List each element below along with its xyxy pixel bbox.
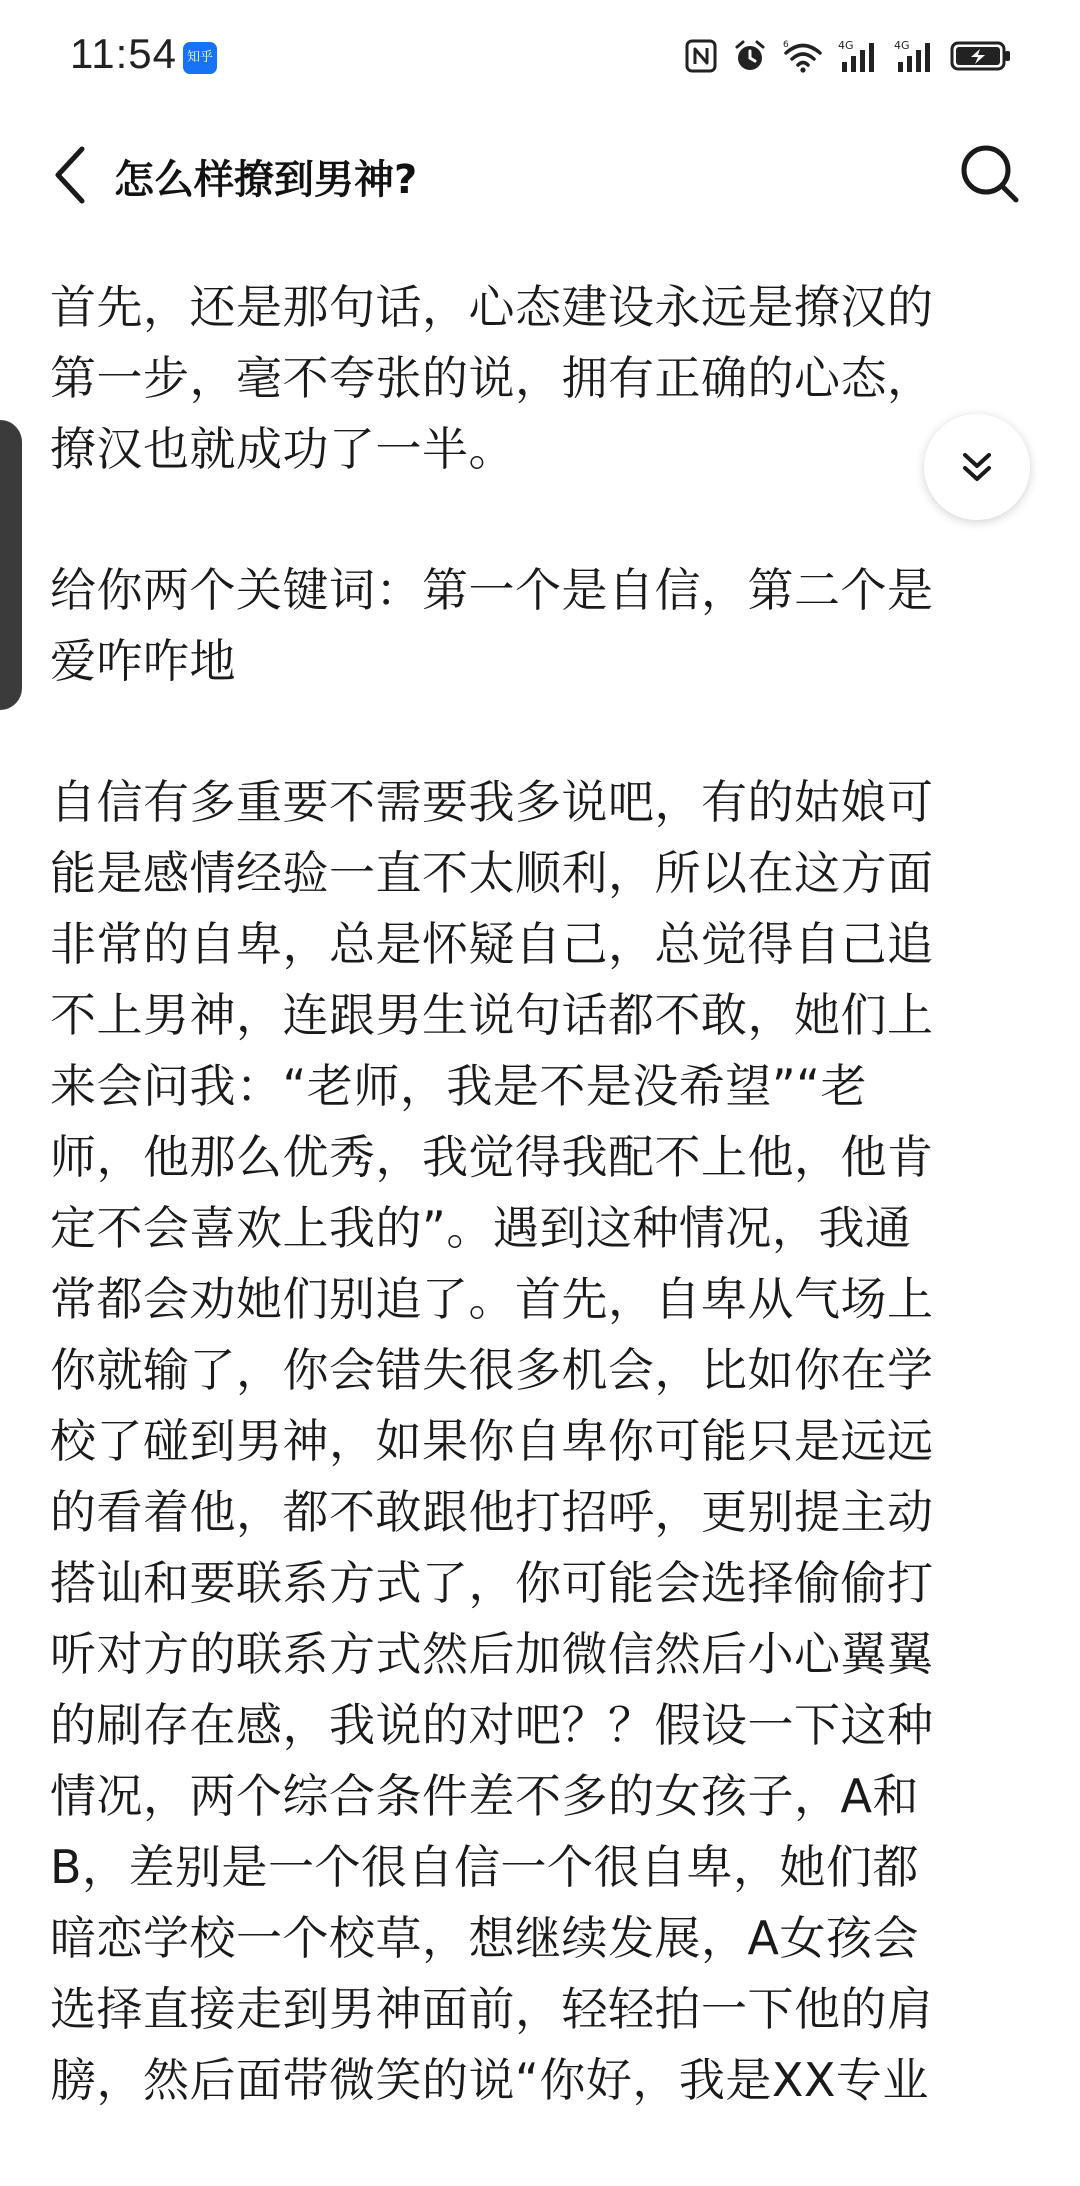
text-line: 第一步，毫不夸张的说，拥有正确的心态， xyxy=(50,351,934,405)
signal-4g-icon xyxy=(838,38,880,74)
collapse-answer-button[interactable] xyxy=(924,414,1030,520)
status-bar xyxy=(0,0,1080,112)
page-title[interactable]: 怎么样撩到男神? xyxy=(114,157,418,203)
svg-text:4G: 4G xyxy=(894,39,910,52)
text-line: 校了碰到男神，如果你自卑你可能只是远远 xyxy=(50,1414,934,1468)
text-line: 听对方的联系方式然后加微信然后小心翼翼 xyxy=(50,1627,934,1681)
nfc-icon xyxy=(684,38,718,74)
signal-4g-icon xyxy=(894,38,936,74)
alarm-icon xyxy=(732,38,768,74)
text-line: 不上男神，连跟男生说句话都不敢，她们上 xyxy=(50,988,934,1042)
text-line: 来会问我：“老师，我是不是没希望”“老 xyxy=(50,1059,867,1113)
text-line: 常都会劝她们别追了。首先，自卑从气场上 xyxy=(50,1272,934,1326)
text-line: 搭讪和要联系方式了，你可能会选择偷偷打 xyxy=(50,1556,934,1610)
edge-pull-handle[interactable] xyxy=(0,420,22,710)
text-line: 膀，然后面带微笑的说“你好，我是XX专业 xyxy=(50,2053,929,2107)
nav-bar xyxy=(0,112,1080,242)
back-button[interactable] xyxy=(40,140,100,210)
double-chevron-down-icon xyxy=(957,447,997,487)
status-time: 11:54 xyxy=(70,30,177,77)
text-line: 师，他那么优秀，我觉得我配不上他，他肯 xyxy=(50,1130,934,1184)
text-line: 暗恋学校一个校草，想继续发展，A女孩会 xyxy=(50,1911,919,1965)
text-line: 能是感情经验一直不太顺利，所以在这方面 xyxy=(50,846,934,900)
zhihu-app-badge: 知乎 xyxy=(183,42,217,74)
text-line: 撩汉也就成功了一半。 xyxy=(50,422,515,476)
paragraph xyxy=(50,555,1040,697)
text-line: 的刷存在感，我说的对吧？？假设一下这种 xyxy=(50,1698,934,1752)
text-line: 选择直接走到男神面前，轻轻拍一下他的肩 xyxy=(50,1982,934,2036)
chevron-left-icon xyxy=(50,143,90,207)
text-line: 给你两个关键词：第一个是自信，第二个是 xyxy=(50,563,934,617)
svg-text:6: 6 xyxy=(783,40,789,50)
text-line: 非常的自卑，总是怀疑自己，总觉得自己追 xyxy=(50,917,934,971)
battery-charging-icon xyxy=(950,39,1012,73)
search-button[interactable] xyxy=(950,134,1030,214)
text-line: 你就输了，你会错失很多机会，比如你在学 xyxy=(50,1343,934,1397)
status-icons xyxy=(684,34,1012,78)
paragraph xyxy=(50,767,1040,2116)
text-line: 自信有多重要不需要我多说吧，有的姑娘可 xyxy=(50,775,934,829)
search-icon xyxy=(958,142,1022,206)
svg-text:4G: 4G xyxy=(838,39,854,52)
text-line: 爱咋咋地 xyxy=(50,634,236,688)
text-line: 首先，还是那句话，心态建设永远是撩汉的 xyxy=(50,280,934,334)
answer-content xyxy=(50,272,1040,2186)
text-line: 情况，两个综合条件差不多的女孩子，A和 xyxy=(50,1769,919,1823)
wifi-6-icon xyxy=(782,38,824,74)
text-line: 的看着他，都不敢跟他打招呼，更别提主动 xyxy=(50,1485,934,1539)
paragraph xyxy=(50,272,1040,485)
text-line: 定不会喜欢上我的”。遇到这种情况，我通 xyxy=(50,1201,912,1255)
text-line: B，差别是一个很自信一个很自卑，她们都 xyxy=(50,1840,920,1894)
